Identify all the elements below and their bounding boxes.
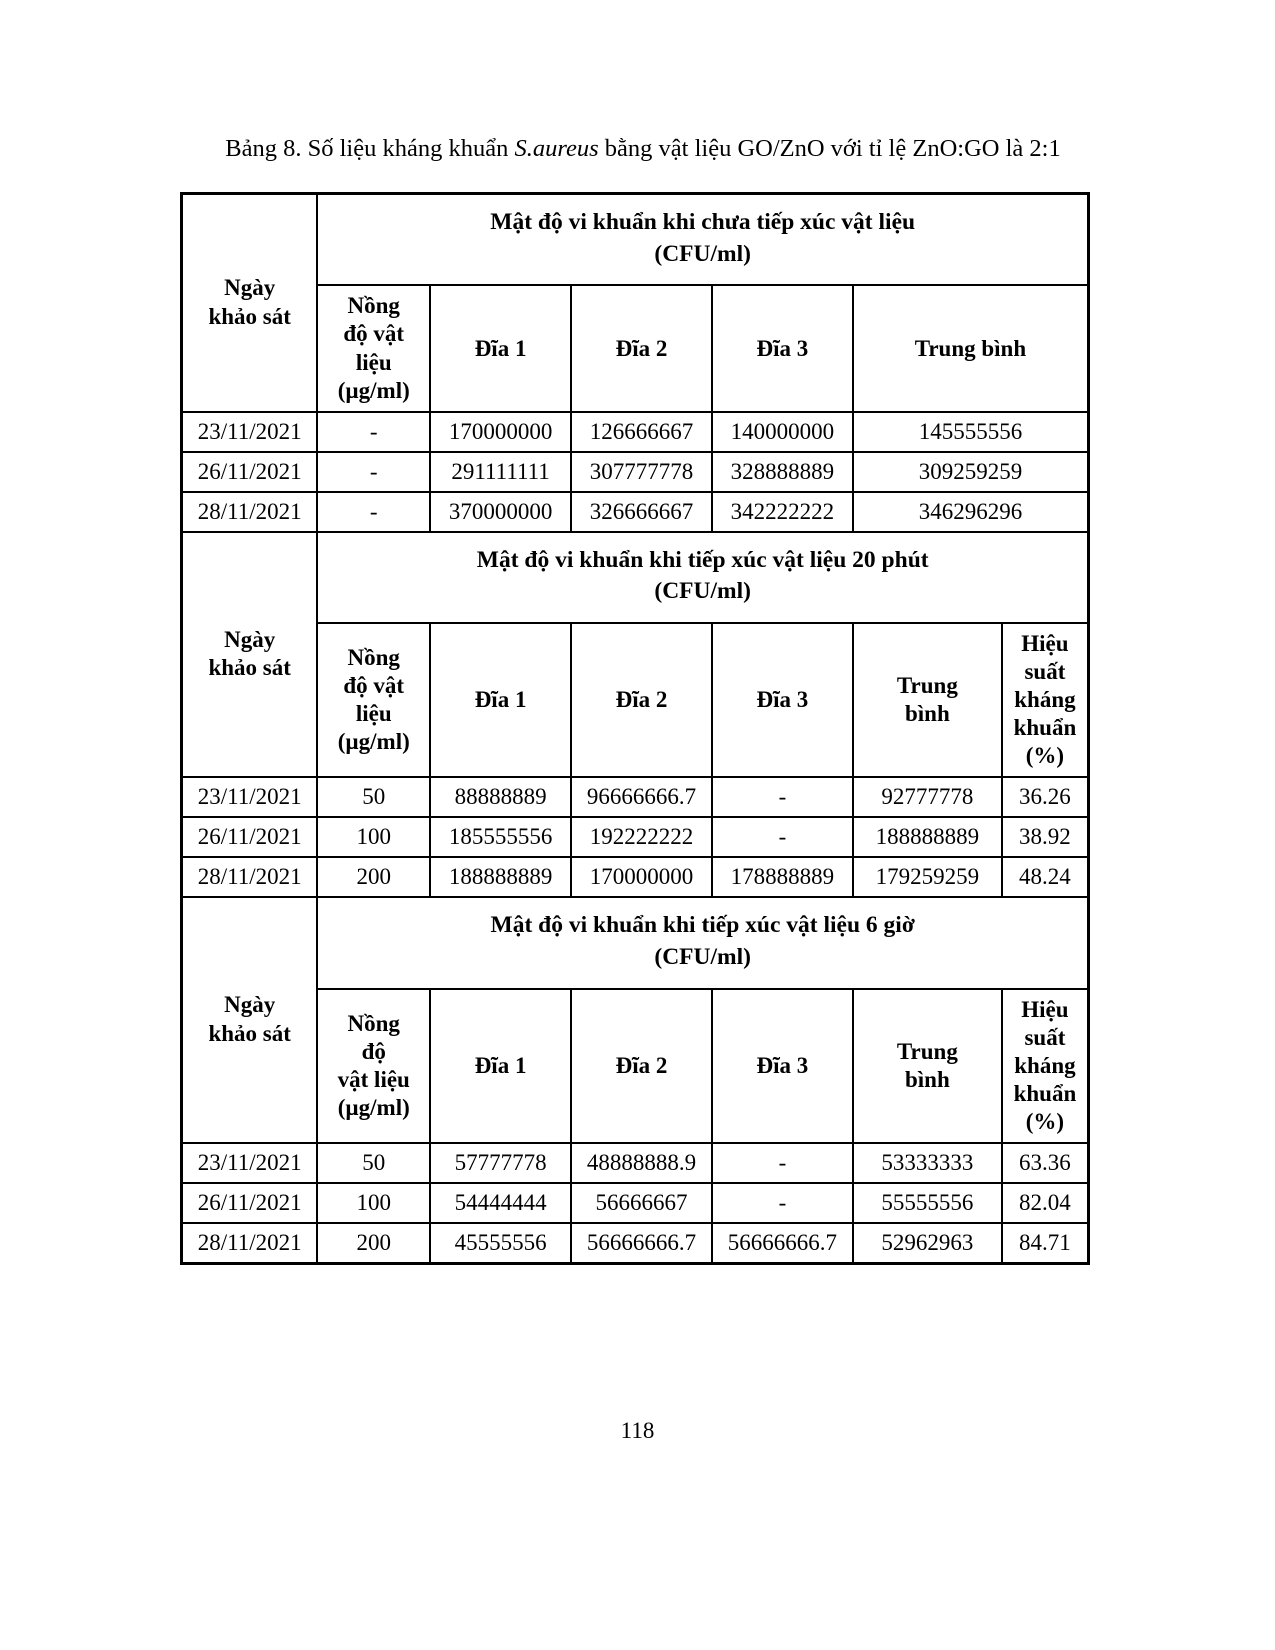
header-eff-line2: suất bbox=[1024, 1024, 1066, 1050]
header-conc-line4: (µg/ml) bbox=[337, 1094, 410, 1120]
cell-dish-2: 56666667 bbox=[571, 1183, 712, 1223]
header-cell-dish-3: Đĩa 3 bbox=[712, 989, 853, 1143]
cell-dish-1: 54444444 bbox=[430, 1183, 571, 1223]
cell-dish-2: 56666666.7 bbox=[571, 1223, 712, 1264]
cell-mean: 309259259 bbox=[853, 452, 1089, 492]
block-title-line2: (CFU/ml) bbox=[654, 240, 751, 267]
table-row bbox=[182, 492, 1089, 532]
cell-dish-1: 57777778 bbox=[430, 1143, 571, 1183]
block-title-contact-20min bbox=[317, 532, 1088, 623]
cell-date: 26/11/2021 bbox=[182, 452, 318, 492]
header-eff-line4: khuẩn bbox=[1013, 715, 1077, 741]
header-mean-line2: bình bbox=[904, 701, 950, 727]
cell-efficiency: 36.26 bbox=[1002, 777, 1089, 817]
header-eff-line1: Hiệu bbox=[1021, 631, 1069, 657]
header-conc-line2: độ vật bbox=[343, 321, 405, 347]
cell-efficiency: 38.92 bbox=[1002, 817, 1089, 857]
block-title-contact-6h bbox=[317, 897, 1088, 988]
header-date-line2: khảo sát bbox=[208, 1021, 291, 1047]
cell-dish-3: 342222222 bbox=[712, 492, 853, 532]
header-date-line1: Ngày bbox=[224, 626, 276, 652]
cell-dish-3: - bbox=[712, 777, 853, 817]
cell-dish-2: 96666666.7 bbox=[571, 777, 712, 817]
header-cell-dish-2: Đĩa 2 bbox=[571, 989, 712, 1143]
caption-species-name: S.aureus bbox=[514, 135, 599, 162]
header-cell-mean: Trung bình bbox=[853, 285, 1089, 411]
column-header-row bbox=[182, 285, 1089, 411]
block-title-line1: Mật độ vi khuẩn khi tiếp xúc vật liệu 20 phút bbox=[476, 546, 929, 573]
cell-dish-3: - bbox=[712, 1143, 853, 1183]
cell-date: 23/11/2021 bbox=[182, 1143, 318, 1183]
header-conc-line1: Nồng bbox=[347, 293, 400, 319]
header-cell-concentration bbox=[317, 989, 430, 1143]
table-row bbox=[182, 1143, 1089, 1183]
header-date-line2: khảo sát bbox=[208, 303, 291, 329]
block-title-line1: Mật độ vi khuẩn khi tiếp xúc vật liệu 6 giờ bbox=[490, 912, 915, 939]
header-conc-line3: vật liệu bbox=[337, 1066, 410, 1092]
cell-efficiency: 48.24 bbox=[1002, 857, 1089, 897]
header-cell-mean bbox=[853, 623, 1002, 777]
header-cell-mean bbox=[853, 989, 1002, 1143]
block-title-no-contact bbox=[317, 194, 1088, 286]
header-cell-dish-3: Đĩa 3 bbox=[712, 285, 853, 411]
table-row bbox=[182, 412, 1089, 452]
column-header-row bbox=[182, 623, 1089, 777]
header-cell-efficiency bbox=[1002, 989, 1089, 1143]
cell-dish-3: - bbox=[712, 1183, 853, 1223]
header-eff-line4: khuẩn bbox=[1013, 1080, 1077, 1106]
cell-mean: 53333333 bbox=[853, 1143, 1002, 1183]
cell-dish-1: 291111111 bbox=[430, 452, 571, 492]
header-cell-dish-3: Đĩa 3 bbox=[712, 623, 853, 777]
header-eff-line3: kháng bbox=[1014, 1052, 1076, 1078]
cell-efficiency: 82.04 bbox=[1002, 1183, 1089, 1223]
header-cell-dish-2: Đĩa 2 bbox=[571, 623, 712, 777]
header-conc-line4: (µg/ml) bbox=[337, 729, 410, 755]
cell-concentration: 100 bbox=[317, 817, 430, 857]
cell-mean: 55555556 bbox=[853, 1183, 1002, 1223]
cell-date: 28/11/2021 bbox=[182, 1223, 318, 1264]
cell-dish-3: 178888889 bbox=[712, 857, 853, 897]
header-mean-line2: bình bbox=[904, 1066, 950, 1092]
cell-dish-1: 170000000 bbox=[430, 412, 571, 452]
header-conc-line4: (µg/ml) bbox=[337, 377, 410, 403]
cell-date: 28/11/2021 bbox=[182, 492, 318, 532]
header-eff-line5: (%) bbox=[1025, 1108, 1065, 1134]
cell-mean: 52962963 bbox=[853, 1223, 1002, 1264]
header-cell-dish-1: Đĩa 1 bbox=[430, 285, 571, 411]
table-caption bbox=[188, 134, 1098, 165]
cell-efficiency: 84.71 bbox=[1002, 1223, 1089, 1264]
header-cell-concentration bbox=[317, 285, 430, 411]
header-conc-line3: liệu bbox=[355, 349, 392, 375]
cell-dish-2: 307777778 bbox=[571, 452, 712, 492]
cell-dish-2: 326666667 bbox=[571, 492, 712, 532]
cell-mean: 188888889 bbox=[853, 817, 1002, 857]
cell-dish-2: 170000000 bbox=[571, 857, 712, 897]
header-cell-date bbox=[182, 194, 318, 412]
caption-prefix: Bảng 8. Số liệu kháng khuẩn bbox=[225, 135, 515, 162]
header-date-line2: khảo sát bbox=[208, 655, 291, 681]
cell-concentration: 200 bbox=[317, 857, 430, 897]
header-date-line1: Ngày bbox=[224, 992, 276, 1018]
cell-mean: 92777778 bbox=[853, 777, 1002, 817]
cell-date: 26/11/2021 bbox=[182, 817, 318, 857]
header-cell-efficiency bbox=[1002, 623, 1089, 777]
cell-concentration: 200 bbox=[317, 1223, 430, 1264]
column-header-row bbox=[182, 989, 1089, 1143]
cell-concentration: - bbox=[317, 412, 430, 452]
table-row bbox=[182, 452, 1089, 492]
header-date-line1: Ngày bbox=[224, 275, 276, 301]
cell-dish-1: 188888889 bbox=[430, 857, 571, 897]
cell-dish-2: 126666667 bbox=[571, 412, 712, 452]
cell-date: 28/11/2021 bbox=[182, 857, 318, 897]
header-conc-line1: Nồng bbox=[347, 645, 400, 671]
block-title-line1: Mật độ vi khuẩn khi chưa tiếp xúc vật liệu bbox=[490, 209, 916, 235]
cell-dish-1: 45555556 bbox=[430, 1223, 571, 1264]
cell-concentration: - bbox=[317, 452, 430, 492]
block-title-row bbox=[182, 532, 1089, 623]
cell-dish-3: 328888889 bbox=[712, 452, 853, 492]
page-number: 118 bbox=[620, 1418, 655, 1443]
header-conc-line2: độ bbox=[361, 1038, 386, 1064]
cell-dish-2: 48888888.9 bbox=[571, 1143, 712, 1183]
antibacterial-data-table bbox=[180, 192, 1090, 1265]
header-cell-dish-1: Đĩa 1 bbox=[430, 989, 571, 1143]
header-conc-line3: liệu bbox=[355, 701, 392, 727]
header-cell-dish-1: Đĩa 1 bbox=[430, 623, 571, 777]
header-cell-concentration bbox=[317, 623, 430, 777]
cell-dish-1: 88888889 bbox=[430, 777, 571, 817]
cell-dish-3: 56666666.7 bbox=[712, 1223, 853, 1264]
table-row bbox=[182, 817, 1089, 857]
cell-concentration: 50 bbox=[317, 1143, 430, 1183]
header-cell-date bbox=[182, 897, 318, 1143]
cell-dish-1: 370000000 bbox=[430, 492, 571, 532]
block-title-line2: (CFU/ml) bbox=[654, 944, 751, 971]
cell-concentration: - bbox=[317, 492, 430, 532]
cell-mean: 179259259 bbox=[853, 857, 1002, 897]
header-conc-line2: độ vật bbox=[343, 673, 405, 699]
table-row bbox=[182, 1183, 1089, 1223]
cell-date: 23/11/2021 bbox=[182, 412, 318, 452]
cell-dish-3: 140000000 bbox=[712, 412, 853, 452]
header-cell-date bbox=[182, 532, 318, 778]
cell-dish-3: - bbox=[712, 817, 853, 857]
table-row bbox=[182, 777, 1089, 817]
cell-efficiency: 63.36 bbox=[1002, 1143, 1089, 1183]
block-title-line2: (CFU/ml) bbox=[654, 578, 751, 605]
cell-date: 23/11/2021 bbox=[182, 777, 318, 817]
table-row bbox=[182, 857, 1089, 897]
header-mean-line1: Trung bbox=[896, 673, 958, 699]
header-cell-dish-2: Đĩa 2 bbox=[571, 285, 712, 411]
table-row bbox=[182, 1223, 1089, 1264]
cell-dish-2: 192222222 bbox=[571, 817, 712, 857]
cell-concentration: 50 bbox=[317, 777, 430, 817]
header-eff-line3: kháng bbox=[1014, 687, 1076, 713]
header-eff-line1: Hiệu bbox=[1021, 996, 1069, 1022]
block-title-row bbox=[182, 897, 1089, 988]
cell-concentration: 100 bbox=[317, 1183, 430, 1223]
cell-date: 26/11/2021 bbox=[182, 1183, 318, 1223]
header-mean-line1: Trung bbox=[896, 1038, 958, 1064]
cell-mean: 346296296 bbox=[853, 492, 1089, 532]
header-conc-line1: Nồng bbox=[347, 1010, 400, 1036]
block-title-row bbox=[182, 194, 1089, 286]
header-eff-line5: (%) bbox=[1025, 743, 1065, 769]
caption-suffix: bằng vật liệu GO/ZnO với tỉ lệ ZnO:GO là 2:1 bbox=[598, 135, 1061, 162]
cell-mean: 145555556 bbox=[853, 412, 1089, 452]
header-eff-line2: suất bbox=[1024, 659, 1066, 685]
cell-dish-1: 185555556 bbox=[430, 817, 571, 857]
